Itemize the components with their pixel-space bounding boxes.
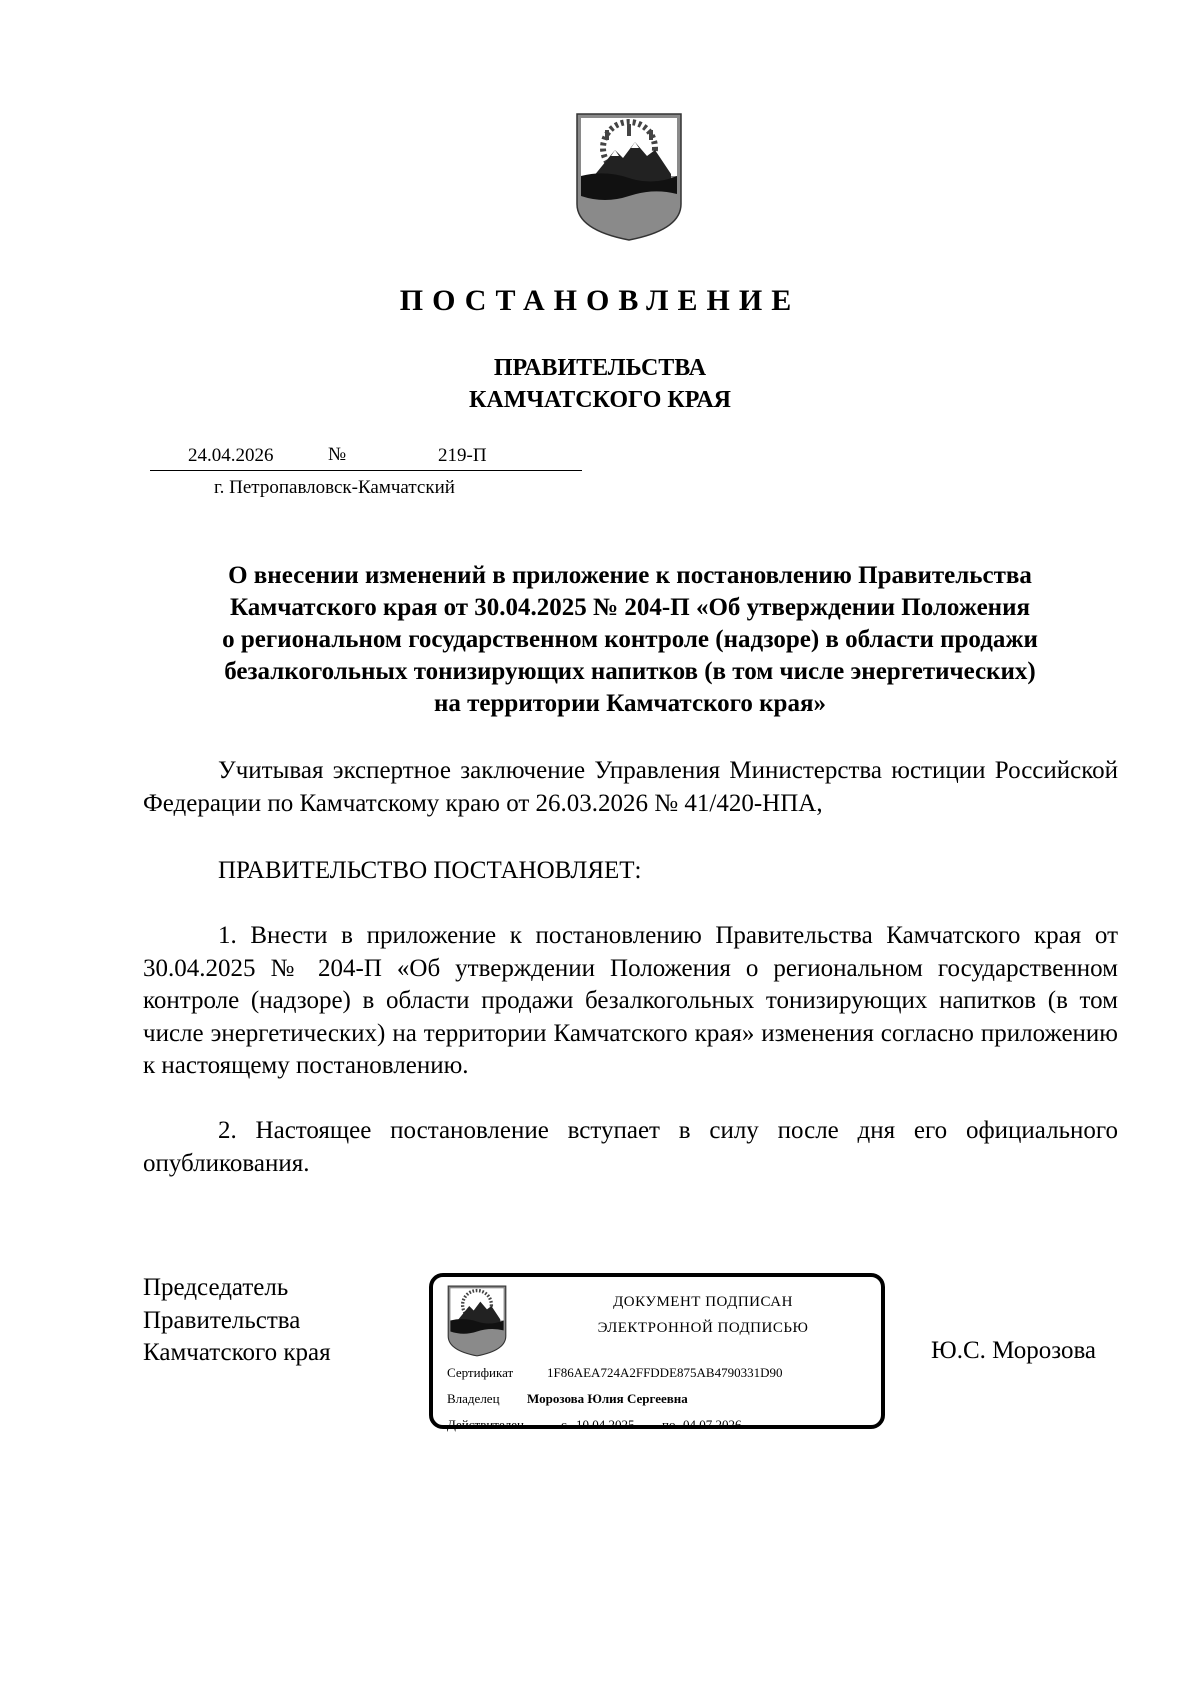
stamp-heading-line: ДОКУМЕНТ ПОДПИСАН [613, 1294, 793, 1310]
issuer-line-1: ПРАВИТЕЛЬСТВА [493, 355, 707, 381]
issuer-line-2: КАМЧАТСКОГО КРАЯ [468, 387, 732, 413]
title-line: безалкогольных тонизирующих напитков (в том числе энергетических) [224, 658, 1036, 685]
registration-line [150, 444, 582, 471]
owner-value: Морозова Юлия Сергеевна [527, 1391, 688, 1406]
stamp-heading-line: ЭЛЕКТРОННОЙ ПОДПИСЬЮ [597, 1320, 809, 1336]
stamp-owner-row [447, 1391, 688, 1407]
owner-label: Владелец [447, 1391, 500, 1406]
stamp-heading [533, 1289, 873, 1341]
validity-from-word: с [561, 1417, 567, 1432]
validity-from-date: 10.04.2025 [576, 1417, 635, 1432]
stamp-certificate-row [447, 1365, 783, 1381]
city-of-issue: г. Петропавловск-Камчатский [214, 477, 455, 498]
validity-label: Действителен [447, 1417, 524, 1432]
registration-number: 219-П [438, 445, 487, 466]
electronic-signature-stamp [429, 1273, 885, 1432]
item-2-paragraph: 2. Настоящее постановление вступает в силу после дня его официального опубликования. [143, 1117, 1118, 1177]
title-line: о региональном государственном контроле (надзоре) в области продажи [222, 626, 1038, 653]
signer-position-line: Камчатского края [143, 1339, 331, 1366]
signer-name: Ю.С. Морозова [931, 1337, 1097, 1364]
coat-of-arms-emblem [575, 112, 683, 242]
preamble-paragraph: Учитывая экспертное заключение Управления Министерства юстиции Российской Федерации по Камчатскому краю от 26.03.2026 № 41/420-НПА, [143, 757, 1118, 817]
validity-to-word: по [662, 1417, 676, 1432]
title-line: на территории Камчатского края» [433, 690, 826, 717]
validity-to-date: 04.07.2026 [683, 1417, 742, 1432]
issuer-heading [0, 352, 1200, 416]
number-sign: № [328, 444, 347, 465]
item-1-paragraph: 1. Внести в приложение к постановлению Правительства Камчатского края от 30.04.2025 № 204-П «Об утверждении Положения о региональном государственном контроле (надзоре) в области продажи безалкогольных тонизирующих напитков (в том числе энергетических) на территории Камчатского края» изменения согласно приложению к настоящему постановлению. [143, 922, 1118, 1079]
stamp-validity-row [447, 1417, 742, 1433]
signer-position [143, 1272, 331, 1370]
title-line: О внесении изменений в приложение к постановлению Правительства [228, 562, 1032, 589]
certificate-label: Сертификат [447, 1365, 514, 1380]
signer-position-line: Правительства [143, 1306, 301, 1334]
stamp-emblem-icon [447, 1285, 507, 1357]
document-type-heading: ПОСТАНОВЛЕНИЕ [399, 284, 801, 317]
title-line: Камчатского края от 30.04.2025 № 204-П «Об утверждении Положения [230, 594, 1030, 621]
registration-date: 24.04.2026 [188, 445, 274, 466]
signer-position-line: Председатель [143, 1274, 289, 1301]
document-title [140, 560, 1120, 720]
certificate-value: 1F86AEA724A2FFDDE875AB4790331D90 [547, 1365, 783, 1380]
resolves-paragraph: ПРАВИТЕЛЬСТВО ПОСТАНОВЛЯЕТ: [218, 857, 642, 884]
